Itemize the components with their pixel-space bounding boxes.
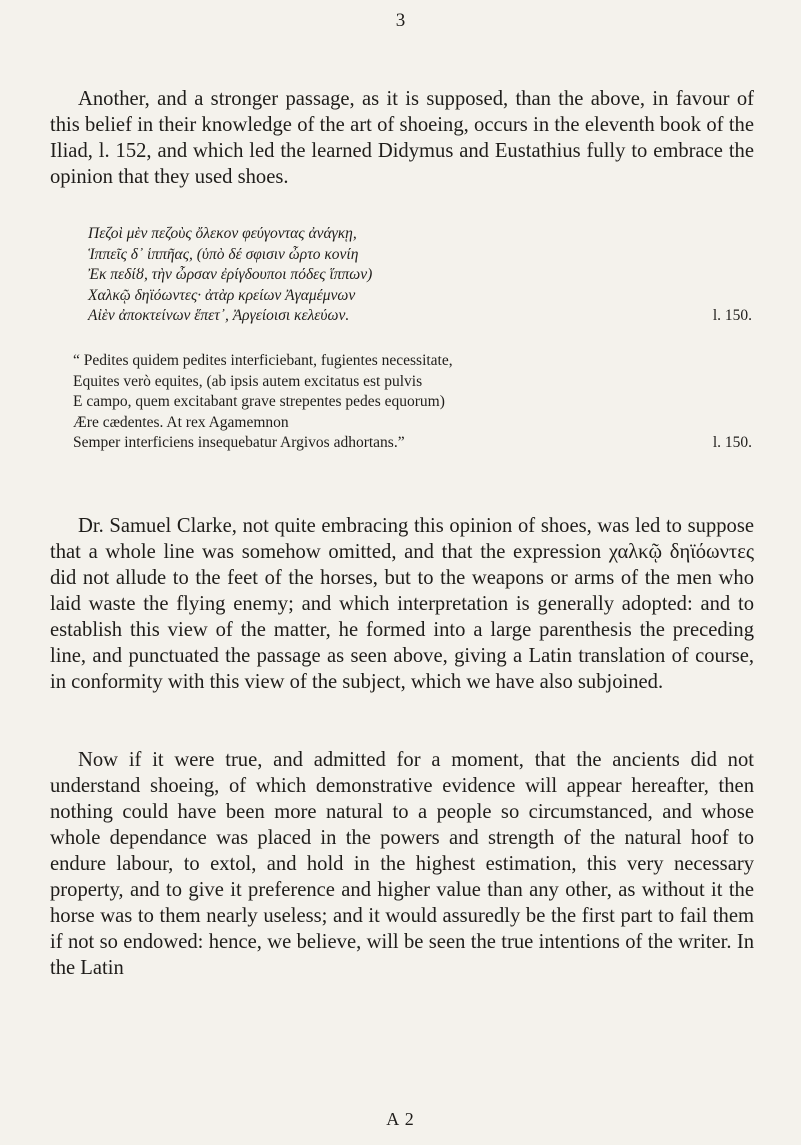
paragraph-intro: Another, and a stronger passage, as it is supposed, than the above, in favour of this belief in their knowledge of the art of shoeing, occurs in the eleventh book of the Iliad, l. 152, and which led the learned Didymus and Eustathius fully to embrace the opinion that they used shoes.: [50, 88, 754, 188]
latin-line: “ Pedites quidem pedites interficiebant, fugientes necessitate,: [73, 352, 453, 369]
greek-line: Ἱππεῖς δ᾽ ἱππῆας, (ὑπὸ δέ σφισιν ὦρτο κονίη: [88, 245, 359, 263]
latin-line: Ære cædentes. At rex Agamemnon: [73, 413, 289, 431]
greek-line-reference: l. 150.: [712, 307, 752, 324]
signature-mark: A 2: [386, 1109, 415, 1129]
greek-line-with-ref: [88, 306, 752, 327]
latin-line: E campo, quem excitabant grave strepentes pedes equorum): [73, 393, 445, 410]
page-number: 3: [395, 10, 406, 31]
greek-line: Πεζοὶ μὲν πεζοὺς ὄλεκον φεύγοντας ἀνάγκῃ,: [88, 225, 357, 242]
greek-line: Ἐκ πεδίȣ, τὴν ὦρσαν ἐρίγδουποι πόδες ἵππων): [88, 266, 373, 283]
paragraph-clarke: Dr. Samuel Clarke, not quite embracing this opinion of shoes, was led to suppose that a whole line was somehow omitted, and that the expression χαλκῷ δηϊόωντες did not allude to the feet of the horses, but to the weapons or arms of the men who laid waste the flying enemy; and which interpretation is generally adopted: and to establish this view of the matter, he formed into a large parenthesis the preceding line, and punctuated the passage as seen above, giving a Latin translation of course, in conformity with this view of the subject, which we have also subjoined.: [50, 515, 754, 693]
latin-translation: [73, 351, 752, 454]
paragraph-argument: Now if it were true, and admitted for a moment, that the ancients did not understand shoeing, of which demonstrative evidence will appear hereafter, then nothing could have been more natural to a people so circumstanced, and whose whole dependance was placed in the powers and strength of the natural hoof to endure labour, to extol, and hold in the highest estimation, this very necessary property, and to give it preference and higher value than any other, as without it the horse was to them nearly useless; and it would assuredly be the first part to fail them if not so endowed: hence, we believe, will be seen the true intentions of the writer. In the Latin: [50, 749, 754, 979]
latin-line-with-ref: [73, 433, 752, 454]
greek-line: Χαλκῷ δηϊόωντες· ἀτὰρ κρείων Ἀγαμέμνων: [88, 286, 356, 304]
latin-line: Semper interficiens insequebatur Argivos adhortans.”: [73, 434, 405, 451]
latin-line: Equites verò equites, (ab ipsis autem excitatus est pulvis: [73, 372, 423, 390]
greek-quotation: [88, 224, 752, 327]
greek-line: Αἰὲν ἀποκτείνων ἕπετ᾽, Ἀργείοισι κελεύων.: [88, 307, 350, 324]
latin-line-reference: l. 150.: [712, 434, 752, 451]
